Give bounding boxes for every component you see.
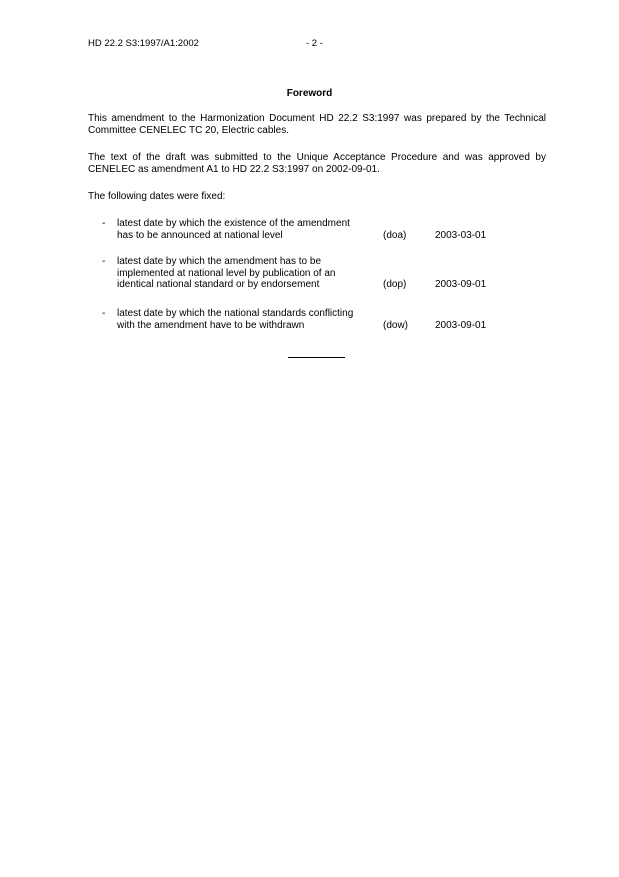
list-dash: - bbox=[102, 308, 106, 319]
date-code: (doa) bbox=[383, 229, 407, 241]
foreword-paragraph: The text of the draft was submitted to the Unique Acceptance Procedure and was approved by CENELEC as amendment A1 to HD 22.2 S3:1997 on 2002-09-01. bbox=[88, 152, 546, 175]
date-code: (dow) bbox=[383, 319, 409, 331]
description-line: identical national standard or by endorsement bbox=[117, 279, 320, 290]
date-description bbox=[117, 308, 399, 331]
description-line: latest date by which the existence of the amendment bbox=[117, 218, 350, 229]
description-line: with the amendment have to be withdrawn bbox=[117, 319, 305, 331]
description-line: latest date by which the national standards conflicting bbox=[117, 308, 354, 319]
description-line: has to be announced at national level bbox=[117, 229, 283, 241]
date-description bbox=[117, 218, 399, 241]
date-value: 2003-09-01 bbox=[435, 319, 487, 331]
date-value: 2003-09-01 bbox=[435, 279, 487, 290]
date-value: 2003-03-01 bbox=[435, 229, 487, 241]
foreword-title: Foreword bbox=[286, 88, 333, 99]
list-dash: - bbox=[102, 218, 106, 229]
date-code: (dop) bbox=[383, 279, 407, 290]
foreword-paragraph: The following dates were fixed: bbox=[88, 191, 226, 202]
date-description bbox=[117, 256, 399, 291]
foreword-paragraph: This amendment to the Harmonization Document HD 22.2 S3:1997 was prepared by the Technical Committee CENELEC TC 20, Electric cables. bbox=[88, 113, 546, 136]
description-line: latest date by which the amendment has to be bbox=[117, 256, 322, 267]
description-line: implemented at national level by publication of an bbox=[117, 267, 336, 279]
page-number: - 2 - bbox=[306, 38, 323, 49]
end-divider bbox=[288, 357, 345, 358]
list-dash: - bbox=[102, 256, 106, 267]
document-reference: HD 22.2 S3:1997/A1:2002 bbox=[88, 38, 199, 49]
